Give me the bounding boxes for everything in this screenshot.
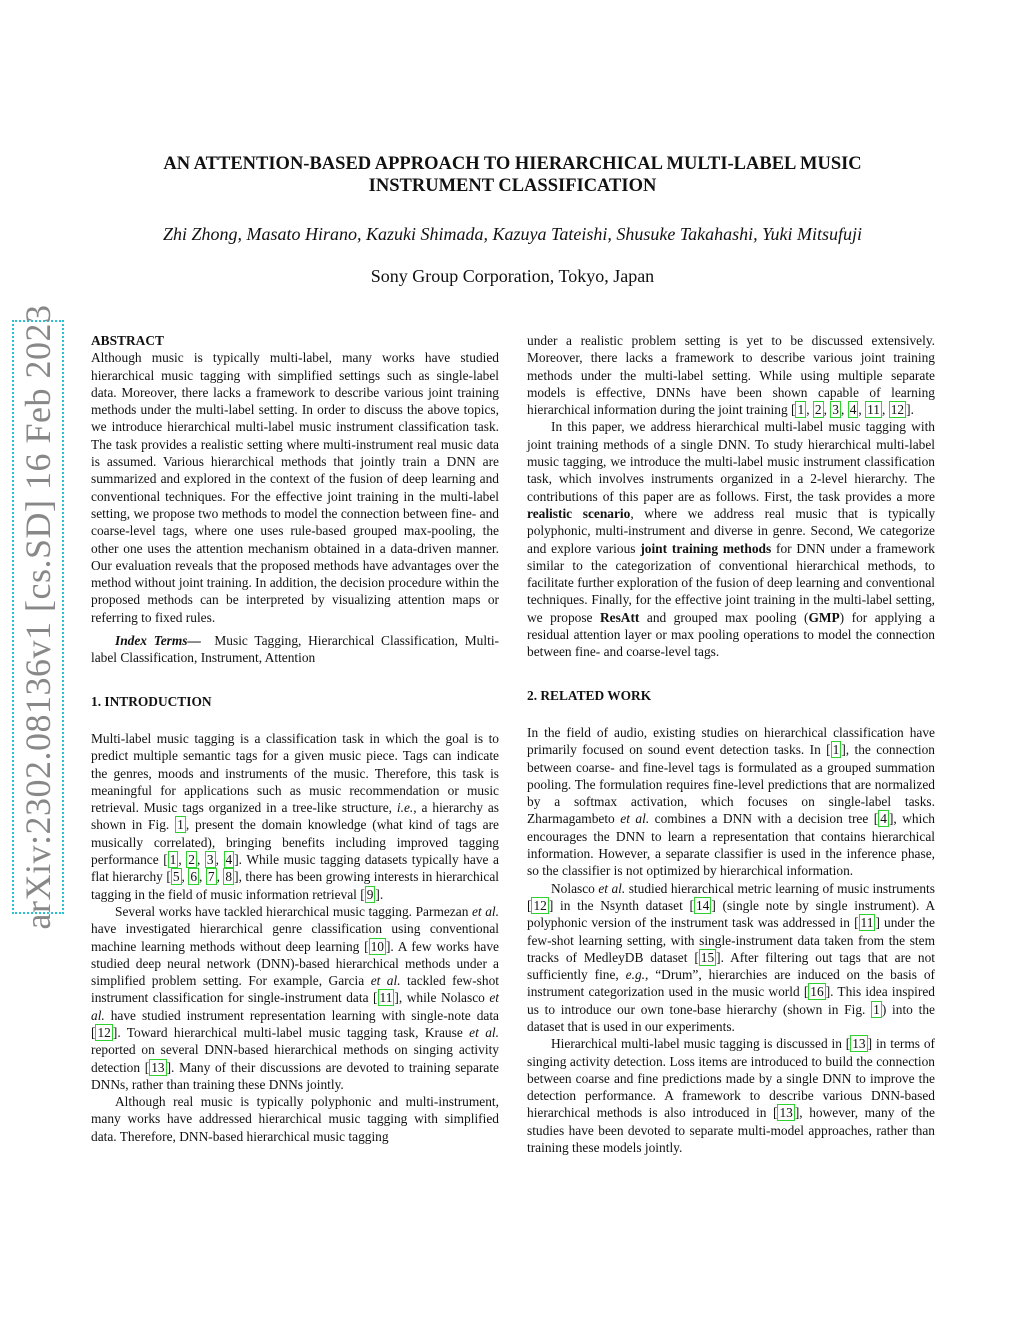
paper-title [110,153,915,197]
citation-link[interactable]: 1 [797,402,805,418]
citation-link[interactable]: 11 [379,990,393,1006]
arxiv-identifier: arXiv:2302.08136v1 [cs.SD] 16 Feb 2023 [18,304,58,930]
citation-link[interactable]: 5 [172,869,180,885]
citation-link[interactable]: 4 [225,852,233,868]
title-line-2: INSTRUMENT CLASSIFICATION [368,176,657,196]
citation-link[interactable]: 13 [779,1105,793,1121]
citation-link[interactable]: 4 [880,811,887,827]
citation-link[interactable]: 9 [366,886,374,902]
citation-link[interactable]: 14 [695,897,710,913]
affiliation: Sony Group Corporation, Tokyo, Japan [370,266,655,286]
figure-1-link[interactable]: 1 [177,817,184,833]
citation-link[interactable]: 11 [860,915,874,931]
citation-link[interactable]: 12 [97,1024,111,1040]
citation-link[interactable]: 8 [225,869,233,885]
citation-link[interactable]: 11 [867,402,881,418]
citation-link[interactable]: 4 [849,402,857,418]
citation-link[interactable]: 13 [151,1059,165,1075]
related-work-heading: 2. RELATED WORK [527,687,652,703]
citation-link[interactable]: 2 [188,852,195,868]
figure-1-link[interactable]: 1 [873,1001,880,1017]
left-column [91,332,499,1145]
related-paragraph-2: Nolasco et al. studied hierarchical metric learning of music instruments [ 12 ] in the Nsynth dataset [ 14 ] (single note by single instrument). A polyphonic version of the instrument task was addressed in [ 11 ] under the few-shot learning setting, with single-instrument data taken from the stem tracks of MedleyDB dataset [ 15 ]. After filtering out tags that are not sufficiently fine, e.g., “Drum”, hierarchies are induced on the basis of instrument categorization used in the music world [ 16 ]. This idea inspired us to introduce our own tone-base hierarchy (shown in Fig. 1 ) into the dataset that is used in our experiments. [527,880,936,1034]
arxiv-sidebar-stamp [14,304,62,930]
author-list: Zhi Zhong, Masato Hirano, Kazuki Shimada, Kazuya Tateishi, Shusuke Takahashi, Yuki Mitsufuji [162,224,863,244]
citation-link[interactable]: 1 [169,852,177,868]
index-terms [91,632,499,667]
citation-link[interactable]: 7 [207,869,215,885]
citation-link[interactable]: 10 [370,938,384,954]
contributions-paragraph: In this paper, we address hierarchical multi-label music tagging with joint training methods of a single DNN. To study hierarchical multi-label music tagging, we introduce the multi-label music instrument classification task, which involves instruments organized in a 2-level hierarchy. The contributions of this paper are as follows. First, the task provides a more realistic scenario, where we address real music that is typically polyphonic, multi-instrument and diverse in genre. Second, We categorize and explore various joint training methods for DNN under a framework similar to the categorization of conventional hierarchical methods, to facilitate further exploration of the fusion of deep learning and conventional techniques. Finally, for the effective joint training in the multi-label setting, we propose ResAtt and grouped max pooling (GMP) for applying a residual attention layer or max pooling operations to model the connection between fine- and coarse-level tags. [527,419,936,660]
intro-paragraph-1: Multi-label music tagging is a classification task in which the goal is to predict multiple semantic tags for a given music piece. Tags can indicate the genres, moods and instruments of the music. Therefore, this task is meaningful for applications such as music recommendation or music retrieval. Music tags organized in a tree-like structure, i.e., a hierarchy as shown in Fig. 1 , present the domain knowledge (what kind of tags are musically correlated), bringing benefits including improved tagging performance [ 1 , 2 , 3 , 4 ]. While music tagging datasets typically have a flat hierarchy [ 5 , 6 , 7 , 8 ], there has been growing interests in hierarchical tagging in the field of music information retrieval [ 9 ]. [91,730,499,902]
citation-link[interactable]: 3 [206,852,214,868]
citation-link[interactable]: 15 [700,949,715,965]
citation-link[interactable]: 13 [852,1036,866,1052]
intro-paragraph-2: Several works have tackled hierarchical music tagging. Parmezan et al. have investigated hierarchical genre classification using conventional machine learning methods without deep learning [ 10 ]. A few works have studied deep neural network (DNN)-based hierarchical methods under a simplified problem setting. For example, Garcia et al. tackled few-shot instrument classification for single-instrument data [ 11 ], while Nolasco et al. have studied instrument representation learning with single-note data [ 12 ]. Toward hierarchical multi-label music tagging task, Krause et al. reported on several DNN-based hierarchical methods on singing activity detection [ 13 ]. Many of their discussions are devoted to training separate DNNs, rather than training these DNNs jointly. [91,903,499,1092]
right-column [527,332,935,1156]
title-line-1: AN ATTENTION-BASED APPROACH TO HIERARCHICAL MULTI-LABEL MUSIC [163,154,862,174]
related-paragraph-1: In the field of audio, existing studies on hierarchical classification have primarily focused on sound event detection tasks. In [ 1 ], the connection between coarse- and fine-level tags is formulated as a grouped summation pooling. The formulation requires fine-level predictions that are normalized by a softmax activation, which focuses on single-label tasks. Zharmagambeto et al. combines a DNN with a decision tree [ 4 ], which encourages the DNN to learn a representation that contains hierarchical information. However, a separate classifier is used in the inference phase, so the classifier is not optimized by hierarchical information. [527,724,935,879]
intro-paragraph-3: Although real music is typically polyphonic and multi-instrument, many works have addressed hierarchical music tagging with simplified data. Therefore, DNN-based hierarchical music tagging [91,1094,499,1144]
citation-link[interactable]: 2 [814,402,822,418]
citation-link[interactable]: 16 [810,984,824,1000]
citation-link[interactable]: 12 [533,897,547,913]
citation-link[interactable]: 1 [832,742,840,758]
right-paragraph-1: under a realistic problem setting is yet to be discussed extensively. Moreover, there lacks a framework to describe various joint training methods under the multi-label setting. While using multiple separate models is effective, DNNs have been shown capable of learning hierarchical information during the joint training [ 1 , 2 , 3 , 4 , 11 , 12 ]. [527,333,935,418]
index-terms-list: Music Tagging, Hierarchical Classification, Multi-label Classification, Instrument, Attention [91,633,500,666]
related-paragraph-3: Hierarchical multi-label music tagging is discussed in [ 13 ] in terms of singing activity detection. Loss items are introduced to build the connection between coarse and fine predictions made by a single DNN to improve the detection performance. A framework to describe various DNN-based hierarchical methods is also introduced in [ 13 ], however, many of the studies have been devoted to separate multi-model approaches, rather than training these models jointly. [527,1036,935,1156]
abstract-heading: ABSTRACT [91,333,164,348]
intro-heading: 1. INTRODUCTION [91,693,212,709]
index-terms-label: Index Terms— [115,633,201,649]
citation-link[interactable]: 3 [832,402,839,418]
citation-link[interactable]: 12 [890,402,905,418]
abstract-body: Although music is typically multi-label, many works have studied hierarchical music tagging with simplified settings such as single-label data. Moreover, there lacks a framework to describe various joint training methods under the multi-label setting. In order to discuss the above topics, we introduce hierarchical multi-label music instrument classification task. The task provides a realistic setting where multi-instrument real music data is assumed. Various hierarchical methods that jointly train a DNN are summarized and explored in the context of the fusion of deep learning and conventional techniques. For the effective joint training in the multi-label setting, we propose two methods to model the connection between fine- and coarse-level tags, where one uses rule-based grouped max-pooling, the other one uses the attention mechanism obtained in a data-driven manner. Our evaluation reveals that the proposed methods have advantages over the method without joint training. In addition, the decision procedure within the proposed methods can be interpreted by visualizing attention maps or referring to fixed rules. [91,350,499,625]
citation-link[interactable]: 6 [190,869,198,885]
